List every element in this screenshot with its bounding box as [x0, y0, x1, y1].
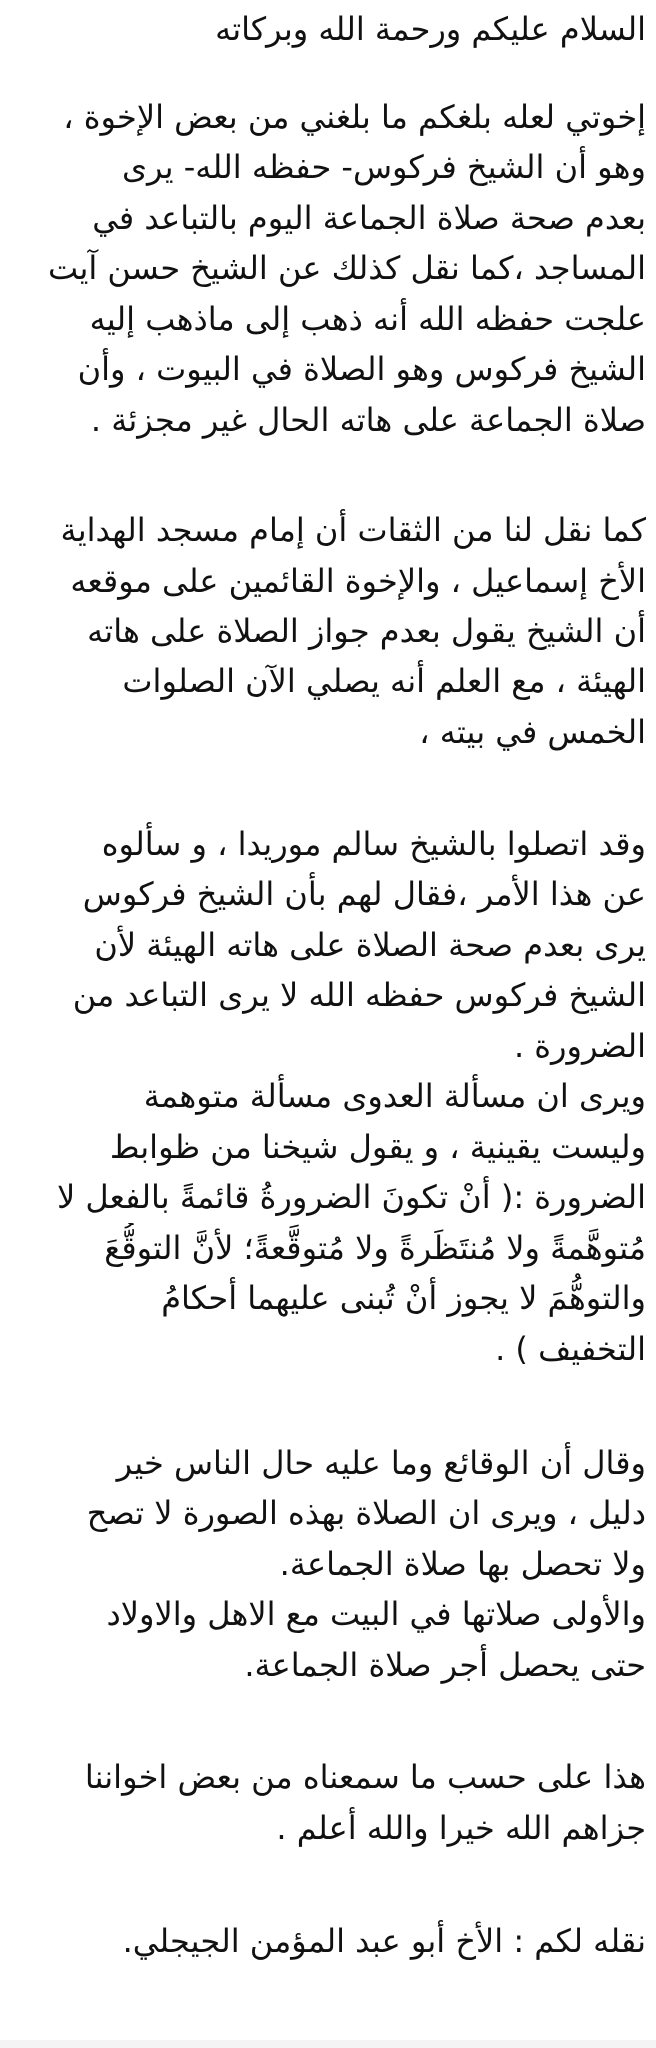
- text-line: كما نقل لنا من الثقات أن إمام مسجد الهداية: [60, 511, 646, 549]
- text-line: هذا على حسب ما سمعناه من بعض اخواننا: [84, 1758, 646, 1796]
- text-line: يرى بعدم صحة الصلاة على هاته الهيئة لأن: [94, 926, 646, 964]
- text-line: ويرى ان مسألة العدوى مسألة متوهمة: [143, 1077, 646, 1115]
- text-line: وقال أن الوقائع وما عليه حال الناس خير: [116, 1444, 646, 1482]
- text-line: أن الشيخ يقول بعدم جواز الصلاة على هاته: [87, 612, 646, 650]
- text-line: الشيخ فركوس وهو الصلاة في البيوت ، وأن: [77, 350, 646, 388]
- signature-line: نقله لكم : الأخ أبو عبد المؤمن الجيجلي.: [122, 1922, 646, 1960]
- text-line: وقد اتصلوا بالشيخ سالم موريدا ، و سألوه: [101, 825, 646, 863]
- text-line: وهو أن الشيخ فركوس- حفظه الله- يرى: [121, 148, 646, 186]
- text-line: الخمس في بيته ،: [419, 713, 646, 751]
- greeting-line: السلام عليكم ورحمة الله وبركاته: [215, 10, 646, 48]
- text-line: المساجد ،كما نقل كذلك عن الشيخ حسن آيت: [48, 249, 646, 287]
- text-line: صلاة الجماعة على هاته الحال غير مجزئة .: [90, 401, 646, 439]
- text-line: الهيئة ، مع العلم أنه يصلي الآن الصلوات: [122, 662, 646, 700]
- text-line: الشيخ فركوس حفظه الله لا يرى التباعد من: [72, 976, 646, 1014]
- text-line: الأخ إسماعيل ، والإخوة القائمين على موقعه: [70, 562, 646, 600]
- text-line: بعدم صحة صلاة الجماعة اليوم بالتباعد في: [92, 199, 646, 237]
- text-line: الضرورة .: [513, 1027, 646, 1065]
- text-line: ولا تحصل بها صلاة الجماعة.: [279, 1545, 646, 1583]
- text-line: الضرورة :( أنْ تكونَ الضرورةُ قائمةً بالفعل لا: [56, 1178, 646, 1216]
- text-line: التخفيف ) .: [495, 1330, 646, 1368]
- text-line: جزاهم الله خيرا والله أعلم .: [276, 1809, 646, 1847]
- text-line: دليل ، ويرى ان الصلاة بهذه الصورة لا تصح: [86, 1494, 646, 1532]
- text-line: والأولى صلاتها في البيت مع الاهل والاولاد: [106, 1595, 646, 1633]
- text-line: حتى يحصل أجر صلاة الجماعة.: [244, 1646, 646, 1684]
- text-line: وليست يقينية ، و يقول شيخنا من ظوابط: [109, 1128, 646, 1166]
- text-line: علجت حفظه الله أنه ذهب إلى ماذهب إليه: [89, 300, 646, 338]
- bottom-edge: [0, 2040, 656, 2048]
- text-line: والتوهُّمَ لا يجوز أنْ تُبنى عليهما أحكامُ: [161, 1279, 646, 1317]
- text-line: مُتوهَّمةً ولا مُنتَظَرةً ولا مُتوقَّعةً؛ لأنَّ التوقُّعَ: [104, 1229, 646, 1267]
- text-line: إخوتي لعله بلغكم ما بلغني من بعض الإخوة ،: [63, 98, 646, 136]
- text-line: عن هذا الأمر ،فقال لهم بأن الشيخ فركوس: [82, 875, 646, 913]
